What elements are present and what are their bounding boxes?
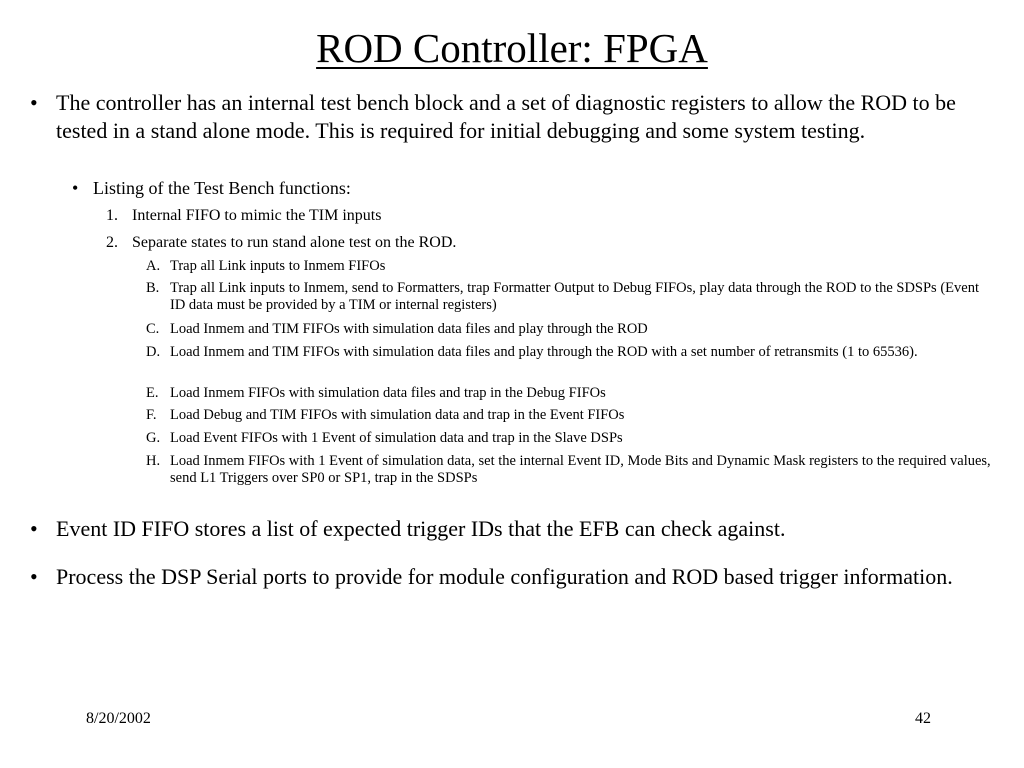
numbered-item-1 xyxy=(106,206,986,226)
bullet-text: Event ID FIFO stores a list of expected trigger IDs that the EFB can check against. xyxy=(56,516,786,541)
bullet-dot-icon: • xyxy=(72,178,79,198)
bullet-dot-icon: • xyxy=(30,564,38,589)
item-marker: C. xyxy=(146,321,160,337)
item-text: Trap all Link inputs to Inmem, send to Formatters, trap Formatter Output to Debug FIFOs, play data through the ROD to the SDSPs (Event ID data must be provided by a TIM or internal registers) xyxy=(170,280,979,313)
item-marker: E. xyxy=(146,385,159,401)
bullet-dot-icon: • xyxy=(30,90,38,115)
bullet-text: The controller has an internal test bench block and a set of diagnostic registers to allow the ROD to be tested in a stand alone mode. This is required for initial debugging and some system testing. xyxy=(56,90,956,143)
bullet-dsp-serial xyxy=(30,563,996,591)
item-number: 2. xyxy=(106,234,118,251)
item-marker: D. xyxy=(146,344,161,360)
item-number: 1. xyxy=(106,207,118,224)
item-text: Internal FIFO to mimic the TIM inputs xyxy=(132,207,382,224)
item-marker: G. xyxy=(146,430,161,446)
bullet-text: Process the DSP Serial ports to provide for module configuration and ROD based trigger information. xyxy=(56,564,953,589)
test-item-d xyxy=(146,344,992,361)
bullet-test-bench xyxy=(30,89,996,144)
test-item-a xyxy=(146,258,992,275)
item-text: Load Inmem and TIM FIFOs with simulation data files and play through the ROD with a set number of retransmits (1 to 65536). xyxy=(170,344,918,360)
item-text: Load Inmem FIFOs with 1 Event of simulation data, set the internal Event ID, Mode Bits and Dynamic Mask registers to the required values, send L1 Triggers over SP0 or SP1, trap in the SDSPs xyxy=(170,453,991,486)
item-marker: F. xyxy=(146,407,157,423)
item-text: Load Inmem FIFOs with simulation data files and trap in the Debug FIFOs xyxy=(170,385,606,401)
item-text: Load Debug and TIM FIFOs with simulation data and trap in the Event FIFOs xyxy=(170,407,625,423)
slide-title: ROD Controller: FPGA xyxy=(316,25,708,71)
numbered-item-2 xyxy=(106,233,986,253)
test-item-e xyxy=(146,385,992,402)
item-text: Load Event FIFOs with 1 Event of simulation data and trap in the Slave DSPs xyxy=(170,430,623,446)
test-item-b xyxy=(146,280,992,314)
test-item-h xyxy=(146,453,992,487)
item-text: Load Inmem and TIM FIFOs with simulation data files and play through the ROD xyxy=(170,321,648,337)
page-number: 42 xyxy=(915,710,931,727)
footer-date: 8/20/2002 xyxy=(86,710,151,727)
test-item-c xyxy=(146,321,992,338)
item-text: Trap all Link inputs to Inmem FIFOs xyxy=(170,258,386,274)
item-text: Separate states to run stand alone test on the ROD. xyxy=(132,234,457,251)
sub-bullet-listing xyxy=(72,177,992,199)
test-item-g xyxy=(146,430,992,447)
item-marker: A. xyxy=(146,258,161,274)
bullet-event-id-fifo xyxy=(30,515,996,543)
sub-bullet-text: Listing of the Test Bench functions: xyxy=(93,178,351,198)
item-marker: H. xyxy=(146,453,161,469)
test-item-f xyxy=(146,407,992,424)
item-marker: B. xyxy=(146,280,160,296)
bullet-dot-icon: • xyxy=(30,516,38,541)
